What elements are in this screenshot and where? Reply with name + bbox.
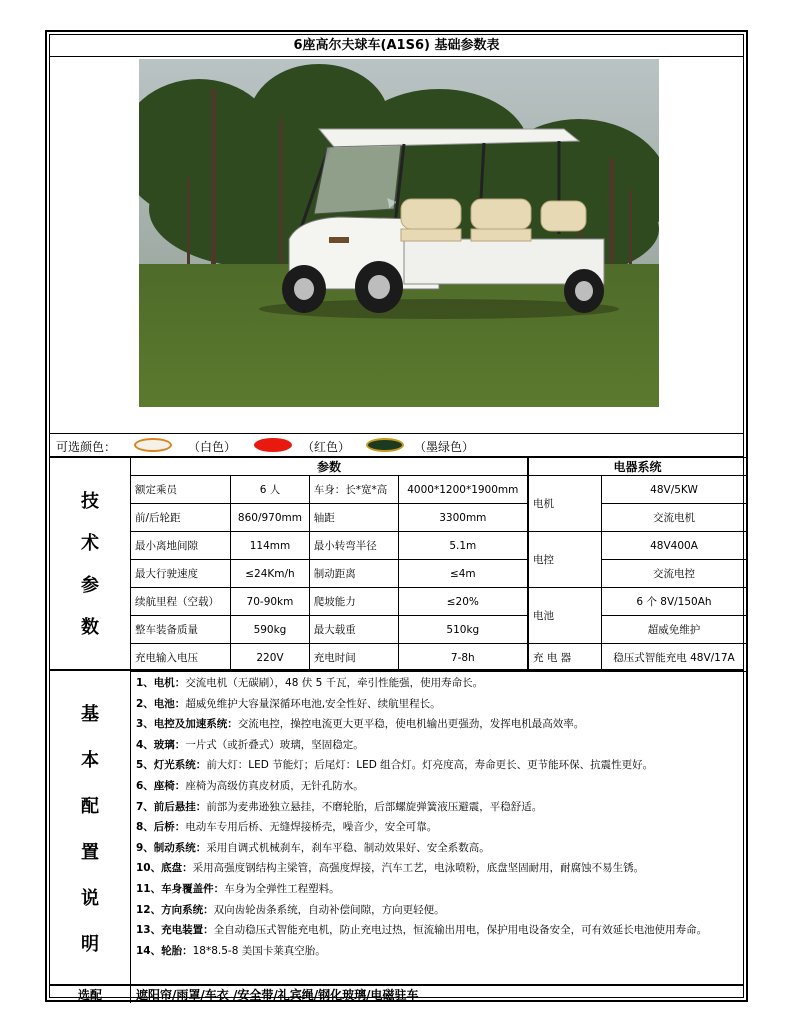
param-value: ≤4m	[398, 560, 527, 588]
basic-config-side-label: 基 本 配 置 说 明	[50, 671, 131, 984]
param-name: 最小转弯半径	[309, 532, 398, 560]
config-item	[136, 817, 739, 838]
config-item-value: 采用高强度钢结构主梁管，高强度焊接，汽车工艺，电泳喷粉，底盘坚固耐用，耐腐蚀不易生锈。	[192, 862, 645, 875]
param-value: 4000*1200*1900mm	[398, 476, 527, 504]
optional-label: 选配	[50, 986, 131, 1003]
param-value: 70-90km	[231, 588, 310, 616]
config-item-value: 交流电机（无碳刷），48 伏 5 千瓦，牵引性能强，使用寿命长。	[185, 677, 484, 689]
config-item-value: 前部为麦弗逊独立悬挂，不磨轮胎，后部螺旋弹簧液压避震，平稳舒适。	[206, 800, 543, 813]
param-value: ≤20%	[398, 588, 527, 616]
config-item-value: 前大灯：LED 节能灯；后尾灯：LED 组合灯。灯亮度高，寿命更长、更节能环保、抗震性更好。	[206, 759, 654, 772]
color-options-row	[50, 433, 743, 458]
config-item-key: 5、灯光系统：	[136, 759, 207, 772]
charger-spec: 稳压式智能充电 48V/17A	[602, 644, 747, 672]
red-color-name: （红色）	[302, 440, 351, 454]
params-row	[131, 560, 528, 588]
param-value: 510kg	[398, 616, 527, 644]
param-name: 制动距离	[309, 560, 398, 588]
color-options-label: 可选颜色：	[56, 440, 117, 454]
params-row	[131, 644, 528, 672]
config-item-key: 7、前后悬挂：	[136, 800, 207, 813]
white-color-name: （白色）	[188, 440, 237, 454]
param-value: 860/970mm	[231, 504, 310, 532]
config-item	[136, 941, 739, 962]
param-name: 最大行驶速度	[131, 560, 231, 588]
param-name: 充电输入电压	[131, 644, 231, 672]
controller-type: 交流电控	[602, 560, 747, 588]
param-value: 220V	[231, 644, 310, 672]
config-item-key: 10、底盘：	[136, 862, 193, 875]
golf-cart-photo	[139, 59, 659, 407]
basic-config-section	[50, 671, 743, 986]
config-item-key: 8、后桥：	[136, 821, 186, 834]
config-item-value: 电动车专用后桥、无缝焊接桥壳，噪音少，安全可靠。	[185, 821, 438, 834]
battery-label: 电池	[529, 588, 602, 644]
param-name: 额定乘员	[131, 476, 231, 504]
config-item-value: 全自动稳压式智能充电机，防止充电过热，恒流输出用电，保护用电设备安全，可有效延长电池使用寿命。	[213, 924, 708, 937]
config-item	[136, 858, 739, 879]
param-value: 590kg	[231, 616, 310, 644]
tech-params-side-label: 技 术 参 数	[50, 457, 131, 669]
params-row	[131, 532, 528, 560]
config-item-key: 11、车身覆盖件：	[136, 882, 225, 895]
config-item	[136, 735, 739, 756]
config-item	[136, 755, 739, 776]
params-header: 参数	[131, 458, 528, 476]
params-table	[130, 457, 528, 672]
sheet-title: 6座高尔夫球车(A1S6) 基础参数表	[50, 35, 743, 57]
config-item	[136, 920, 739, 941]
config-item-key: 2、电池：	[136, 697, 186, 710]
param-value: ≤24Km/h	[231, 560, 310, 588]
sheet-inner	[49, 34, 744, 1002]
motor-spec: 48V/5KW	[602, 476, 747, 504]
config-item-key: 14、轮胎：	[136, 944, 193, 957]
controller-spec: 48V400A	[602, 532, 747, 560]
param-name: 最大载重	[309, 616, 398, 644]
config-item-value: 18*8.5-8 美国卡莱真空胎。	[192, 944, 326, 957]
optional-row	[50, 986, 743, 1004]
electrical-table	[528, 457, 747, 672]
params-row	[131, 504, 528, 532]
config-item-value: 超威免维护大容量深循环电池,安全性好、续航里程长。	[185, 697, 441, 710]
config-item-value: 采用自调式机械刹车，刹车平稳、制动效果好、安全系数高。	[206, 841, 490, 854]
motor-label: 电机	[529, 476, 602, 532]
param-name: 整车装备质量	[131, 616, 231, 644]
param-value: 3300mm	[398, 504, 527, 532]
config-item	[136, 838, 739, 859]
electrical-header: 电器系统	[529, 458, 747, 476]
white-color-swatch	[134, 438, 172, 452]
config-item	[136, 900, 739, 921]
config-item-key: 12、方向系统：	[136, 903, 214, 916]
params-row	[131, 616, 528, 644]
config-item-value: 车身为全弹性工程塑料。	[224, 882, 340, 895]
config-item-value: 交流电控，操控电流更大更平稳，使电机输出更强劲，发挥电机最高效率。	[237, 718, 585, 731]
param-name: 轴距	[309, 504, 398, 532]
config-item-value: 双向齿轮齿条系统，自动补偿间隙，方向更轻便。	[213, 903, 445, 916]
config-list	[136, 673, 739, 961]
param-name: 前/后轮距	[131, 504, 231, 532]
params-row	[131, 476, 528, 504]
battery-type: 超威免维护	[602, 616, 747, 644]
battery-spec: 6 个 8V/150Ah	[602, 588, 747, 616]
param-name: 充电时间	[309, 644, 398, 672]
config-item-key: 9、制动系统：	[136, 841, 207, 854]
config-item	[136, 776, 739, 797]
tech-params-section	[50, 457, 743, 671]
config-item	[136, 694, 739, 715]
param-value: 5.1m	[398, 532, 527, 560]
config-item-key: 13、充电装置：	[136, 924, 214, 937]
config-item-key: 1、电机：	[136, 677, 186, 689]
config-item	[136, 714, 739, 735]
optional-value: 遮阳帘/雨罩/车衣 /安全带/礼宾绳/钢化玻璃/电磁驻车	[136, 988, 419, 1002]
charger-label: 充 电 器	[529, 644, 602, 672]
green-color-swatch	[366, 438, 404, 452]
param-value: 114mm	[231, 532, 310, 560]
param-name: 续航里程（空载）	[131, 588, 231, 616]
params-row	[131, 588, 528, 616]
config-item-key: 3、电控及加速系统：	[136, 718, 238, 731]
config-item-key: 4、玻璃：	[136, 738, 186, 751]
config-item	[136, 673, 739, 694]
spec-sheet	[45, 30, 748, 1002]
config-item	[136, 879, 739, 900]
config-item-key: 6、座椅：	[136, 779, 186, 792]
motor-type: 交流电机	[602, 504, 747, 532]
param-value: 7-8h	[398, 644, 527, 672]
red-color-swatch	[254, 438, 292, 452]
config-item-value: 一片式（或折叠式）玻璃，坚固稳定。	[185, 738, 364, 751]
param-name: 爬坡能力	[309, 588, 398, 616]
param-value: 6 人	[231, 476, 310, 504]
config-item-value: 座椅为高级仿真皮材质，无针孔防水。	[185, 779, 364, 792]
controller-label: 电控	[529, 532, 602, 588]
config-item	[136, 797, 739, 818]
param-name: 车身：长*宽*高	[309, 476, 398, 504]
param-name: 最小离地间隙	[131, 532, 231, 560]
green-color-name: （墨绿色）	[414, 440, 475, 454]
